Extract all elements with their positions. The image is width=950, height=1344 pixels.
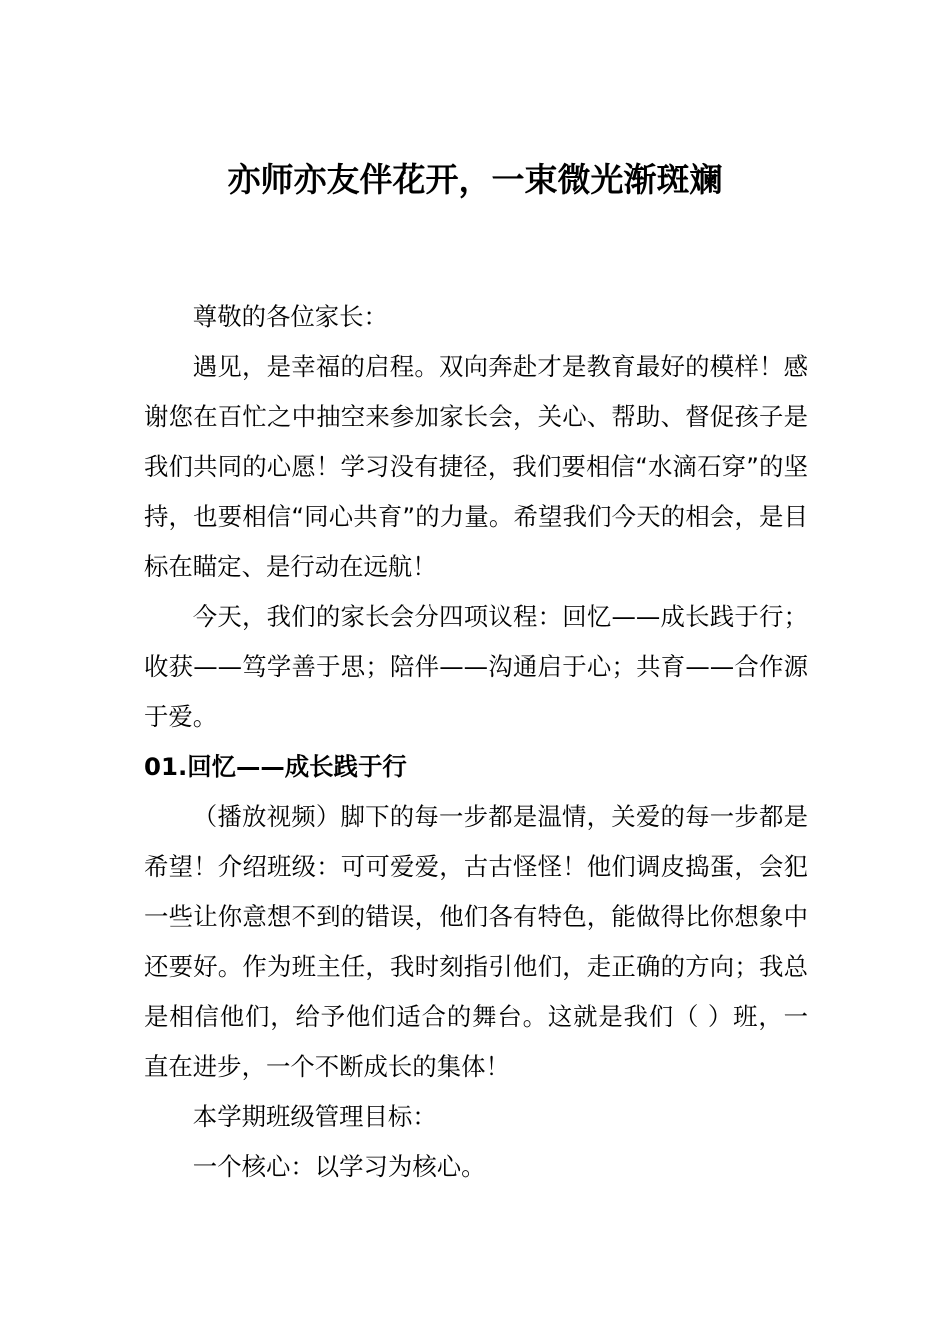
paragraph-class-intro: （播放视频）脚下的每一步都是温情，关爱的每一步都是希望！介绍班级：可可爱爱，古古怪怪！他们调皮捣蛋，会犯一些让你意想不到的错误，他们各有特色，能做得比你想象中还要好。作为班主任，我时刻指引他们，走正确的方向；我总是相信他们，给予他们适合的舞台。这就是我们（ ）班，一直在进步，一个不断成长的集体！ — [144, 802, 808, 1081]
salutation: 尊敬的各位家长： — [192, 302, 388, 331]
document-title: 亦师亦友伴花开，一束微光渐斑斓 — [227, 160, 723, 199]
paragraph-agenda: 今天，我们的家长会分四项议程：回忆——成长践于行；收获——笃学善于思；陪伴——沟通启于心；共育——合作源于爱。 — [144, 602, 808, 731]
paragraph-goals-label: 本学期班级管理目标： — [192, 1102, 437, 1131]
document-body — [144, 292, 808, 1192]
paragraph-core-goal: 一个核心：以学习为核心。 — [192, 1152, 486, 1181]
section-heading: 01.回忆——成长践于行 — [144, 752, 407, 781]
paragraph-intro: 遇见，是幸福的启程。双向奔赴才是教育最好的模样！感谢您在百忙之中抽空来参加家长会，关心、帮助、督促孩子是我们共同的心愿！学习没有捷径，我们要相信“水滴石穿”的坚持，也要相信“同心共育”的力量。希望我们今天的相会，是目标在瞄定、是行动在远航！ — [144, 352, 808, 581]
